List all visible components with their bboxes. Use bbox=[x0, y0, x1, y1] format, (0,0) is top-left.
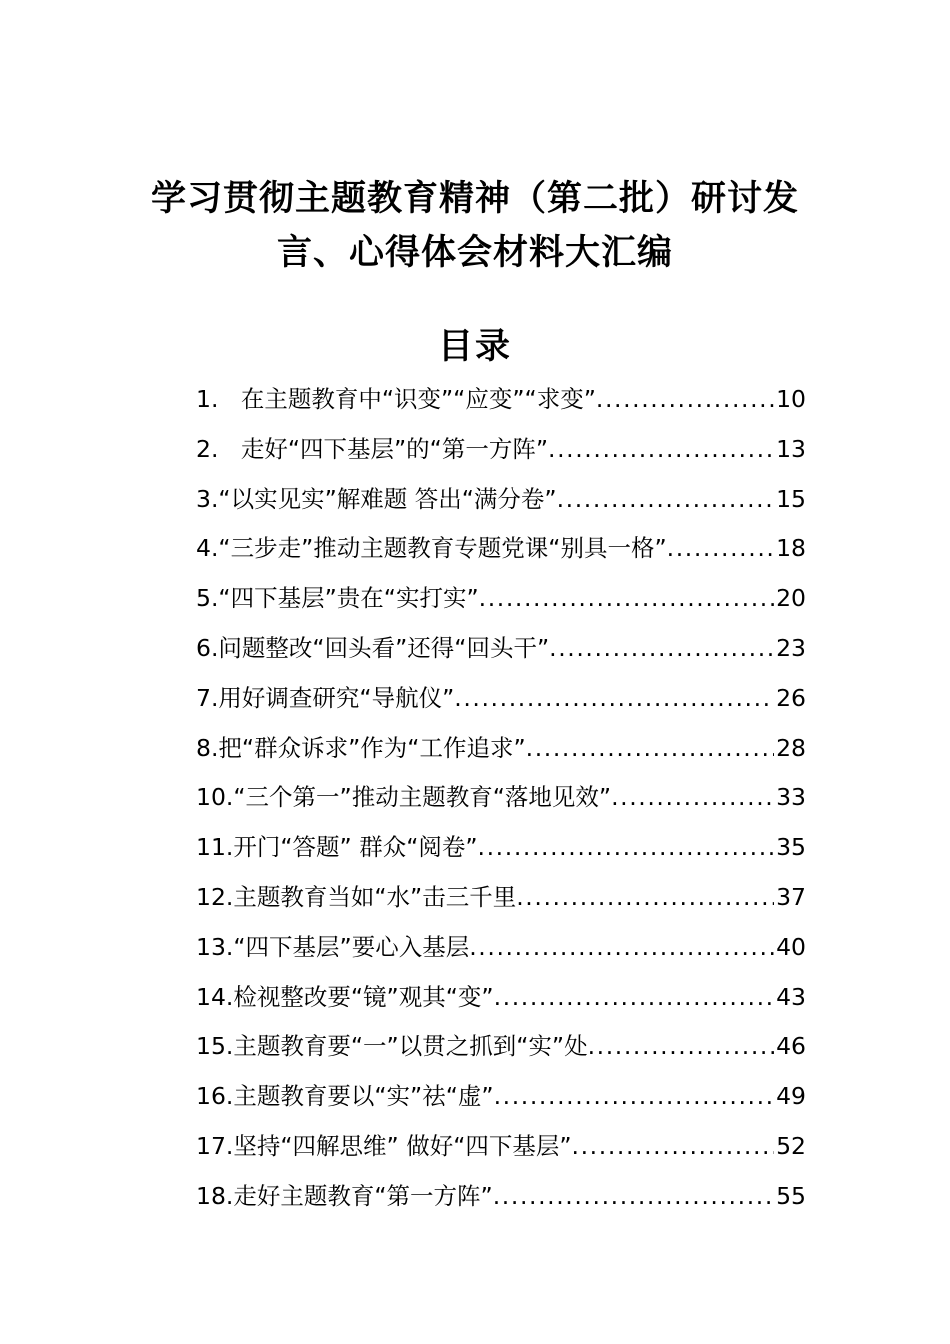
toc-dot-leader bbox=[549, 624, 774, 674]
document-title-line-2: 言、心得体会材料大汇编 bbox=[276, 232, 673, 273]
toc-dot-leader bbox=[478, 823, 775, 873]
toc-entry-10[interactable] bbox=[196, 773, 806, 823]
toc-entry-8[interactable] bbox=[196, 724, 806, 774]
toc-entry-title: 7.用好调查研究“导航仪” bbox=[196, 683, 455, 712]
toc-entry-title: 5.“四下基层”贵在“实打实” bbox=[196, 584, 479, 613]
toc-entry-6[interactable] bbox=[196, 624, 806, 674]
toc-page-number: 18 bbox=[776, 534, 806, 563]
toc-dot-leader bbox=[494, 1072, 775, 1122]
toc-entry-15[interactable] bbox=[196, 1022, 806, 1072]
toc-entry-18[interactable] bbox=[196, 1172, 806, 1222]
toc-page-number: 55 bbox=[776, 1181, 806, 1210]
toc-entry-title: 14.检视整改要“镜”观其“变” bbox=[196, 982, 494, 1011]
toc-entry-title: 4.“三步走”推动主题教育专题党课“别具一格” bbox=[196, 534, 667, 563]
toc-page-number: 10 bbox=[776, 385, 806, 413]
toc-dot-leader bbox=[479, 574, 774, 624]
toc-dot-leader bbox=[548, 425, 774, 475]
toc-entry-13[interactable] bbox=[196, 923, 806, 973]
toc-entry-3[interactable] bbox=[196, 475, 806, 525]
toc-entry-11[interactable] bbox=[196, 823, 806, 873]
toc-dot-leader bbox=[526, 724, 774, 774]
toc-entry-title: 1. 在主题教育中“识变”“应变”“求变” bbox=[196, 385, 596, 413]
toc-entry-16[interactable] bbox=[196, 1072, 806, 1122]
toc-entry-title: 11.开门“答题” 群众“阅卷” bbox=[196, 833, 478, 862]
toc-entry-title: 3.“以实见实”解难题 答出“满分卷” bbox=[196, 484, 557, 513]
toc-entry-5[interactable] bbox=[196, 574, 806, 624]
toc-page-number: 26 bbox=[776, 683, 806, 712]
toc-dot-leader bbox=[588, 1022, 775, 1072]
toc-page-number: 40 bbox=[776, 932, 806, 961]
toc-entry-title: 13.“四下基层”要心入基层 bbox=[196, 932, 470, 961]
toc-entry-title: 12.主题教育当如“水”击三千里 bbox=[196, 882, 517, 911]
toc-entry-7[interactable] bbox=[196, 674, 806, 724]
toc-dot-leader bbox=[611, 773, 774, 823]
toc-dot-leader bbox=[557, 475, 775, 525]
toc-dot-leader bbox=[667, 524, 774, 574]
toc-dot-leader bbox=[572, 1122, 775, 1172]
toc-entry-4[interactable] bbox=[196, 524, 806, 574]
toc-entry-17[interactable] bbox=[196, 1122, 806, 1172]
toc-entry-1[interactable] bbox=[196, 375, 806, 425]
toc-page-number: 15 bbox=[776, 484, 806, 513]
toc-entry-14[interactable] bbox=[196, 973, 806, 1023]
toc-dot-leader bbox=[454, 674, 774, 724]
toc-entry-2[interactable] bbox=[196, 425, 806, 475]
table-of-contents bbox=[196, 375, 806, 1222]
toc-page-number: 28 bbox=[776, 733, 806, 762]
toc-page-number: 23 bbox=[776, 633, 806, 662]
toc-entry-title: 17.坚持“四解思维” 做好“四下基层” bbox=[196, 1131, 572, 1160]
toc-page-number: 52 bbox=[776, 1131, 806, 1160]
toc-page-number: 33 bbox=[776, 783, 806, 812]
toc-entry-title: 16.主题教育要以“实”祛“虚” bbox=[196, 1082, 494, 1111]
toc-dot-leader bbox=[596, 375, 774, 425]
toc-entry-12[interactable] bbox=[196, 873, 806, 923]
toc-entry-title: 2. 走好“四下基层”的“第一方阵” bbox=[196, 434, 549, 463]
toc-page-number: 20 bbox=[776, 584, 806, 613]
toc-entry-title: 18.走好主题教育“第一方阵” bbox=[196, 1181, 493, 1210]
toc-page-number: 43 bbox=[776, 982, 806, 1011]
toc-page-number: 49 bbox=[776, 1082, 806, 1111]
toc-entry-title: 10.“三个第一”推动主题教育“落地见效” bbox=[196, 783, 612, 812]
document-title-line-1: 学习贯彻主题教育精神（第二批）研讨发 bbox=[150, 178, 799, 219]
toc-dot-leader bbox=[493, 1172, 774, 1222]
toc-entry-title: 15.主题教育要“一”以贯之抓到“实”处 bbox=[196, 1032, 588, 1061]
toc-page-number: 35 bbox=[776, 833, 806, 862]
toc-page-number: 37 bbox=[776, 882, 806, 911]
toc-dot-leader bbox=[494, 973, 775, 1023]
toc-entry-title: 6.问题整改“回头看”还得“回头干” bbox=[196, 633, 550, 662]
document-title bbox=[120, 172, 830, 280]
toc-page-number: 13 bbox=[776, 434, 806, 463]
toc-page-number: 46 bbox=[776, 1032, 806, 1061]
toc-dot-leader bbox=[469, 923, 774, 973]
toc-dot-leader bbox=[516, 873, 774, 923]
toc-entry-title: 8.把“群众诉求”作为“工作追求” bbox=[196, 733, 526, 762]
toc-heading: 目录 bbox=[437, 326, 512, 367]
